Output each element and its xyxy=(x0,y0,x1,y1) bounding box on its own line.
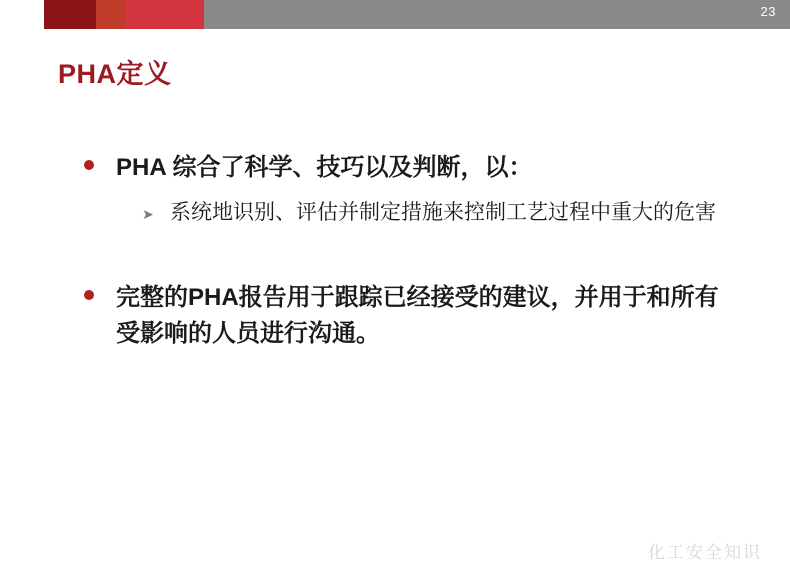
slide-body xyxy=(78,150,738,358)
top-bar-segment-gray xyxy=(204,0,790,29)
page-title: PHA定义 xyxy=(58,59,172,89)
bullet-text: 完整的PHA报告用于跟踪已经接受的建议，并用于和所有受影响的人员进行沟通。 xyxy=(116,284,719,348)
watermark: 化工安全知识 xyxy=(648,543,762,562)
arrow-right-icon: ➤ xyxy=(142,206,154,222)
top-bar-segment-light-red xyxy=(126,0,204,29)
bullet-item xyxy=(78,150,738,186)
top-bar-segment-dark-red xyxy=(44,0,96,29)
spacer xyxy=(78,238,738,280)
bullet-dot-icon xyxy=(84,290,94,300)
sub-bullet-text: 系统地识别、评估并制定措施来控制工艺过程中重大的危害 xyxy=(170,201,716,224)
sub-bullet-item xyxy=(78,198,738,228)
slide-top-bar xyxy=(0,0,790,29)
bullet-text: PHA 综合了科学、技巧以及判断，以： xyxy=(116,154,533,181)
page-number: 23 xyxy=(760,4,776,19)
top-bar-segment-mid-red xyxy=(96,0,126,29)
bullet-dot-icon xyxy=(84,160,94,170)
top-bar-segment-white xyxy=(0,0,44,29)
bullet-item xyxy=(78,280,738,352)
